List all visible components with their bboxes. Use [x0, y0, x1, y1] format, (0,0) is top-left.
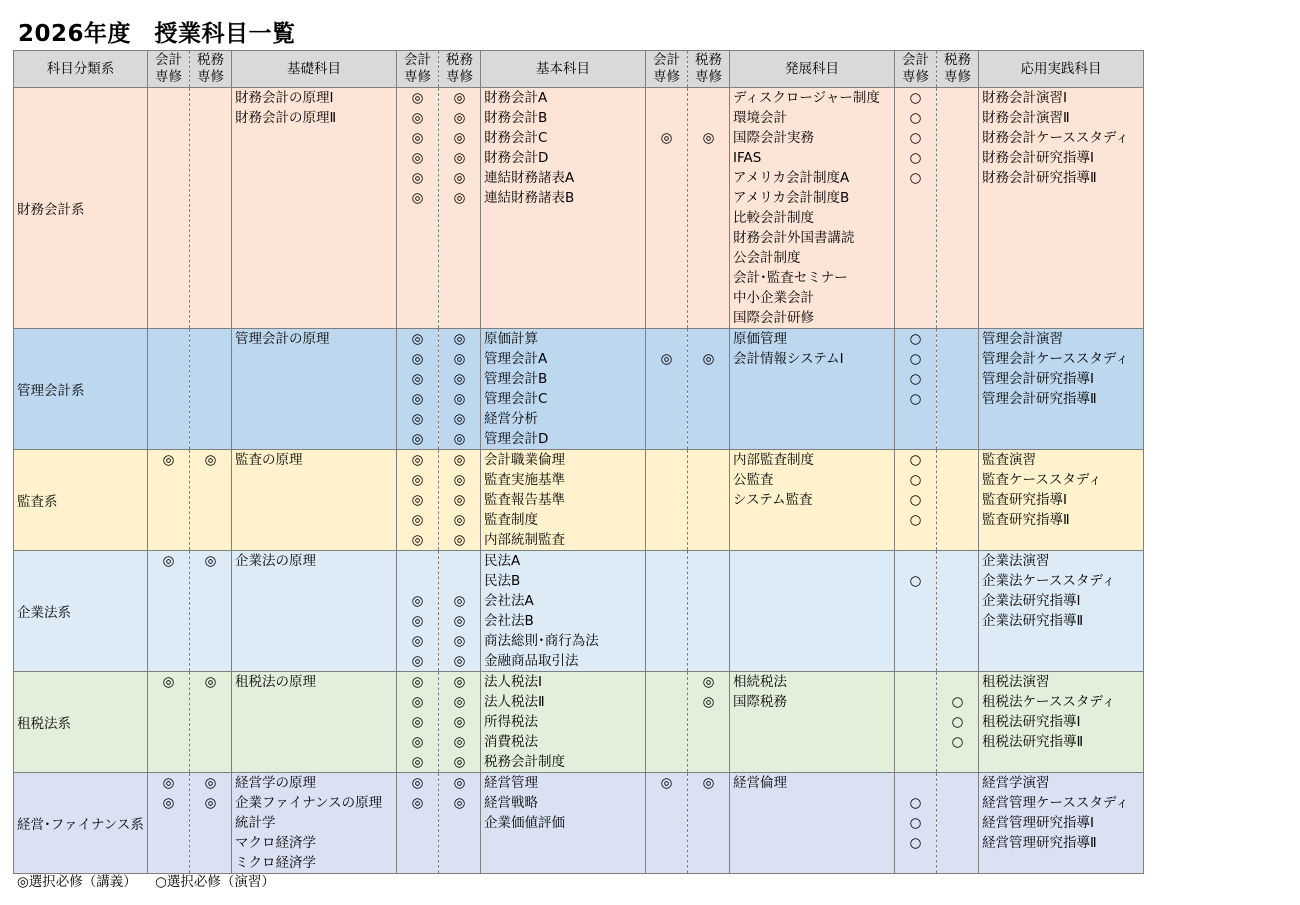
mark: ◎ — [453, 130, 466, 146]
mark — [439, 551, 480, 571]
legend-lecture: ◎選択必修（講義） — [17, 874, 137, 890]
applied-tax-marks — [937, 88, 979, 329]
mark: ◎ — [411, 532, 424, 548]
mark: ○ — [909, 331, 922, 347]
category-name: 租税法系 — [14, 672, 148, 773]
course-table — [13, 50, 1144, 874]
foundation-subjects — [232, 88, 397, 329]
applied-subjects — [979, 773, 1144, 874]
subject-item: 会計職業倫理 — [484, 452, 565, 468]
mark: ○ — [909, 512, 922, 528]
subject-item: 公会計制度 — [733, 250, 801, 266]
mark: ○ — [951, 714, 964, 730]
foundation-tax-marks — [190, 672, 232, 773]
category-name: 企業法系 — [14, 551, 148, 672]
mark: ◎ — [453, 351, 466, 367]
mark: ◎ — [162, 674, 175, 690]
subject-item: アメリカ会計制度A — [733, 170, 850, 186]
mark: ○ — [909, 452, 922, 468]
mark: ○ — [909, 795, 922, 811]
mark: ○ — [909, 472, 922, 488]
mark: ○ — [909, 492, 922, 508]
mark: ◎ — [453, 110, 466, 126]
mark — [397, 571, 438, 591]
development-acct-marks — [646, 450, 688, 551]
mark: ◎ — [453, 331, 466, 347]
mark: ○ — [909, 90, 922, 106]
mark: ◎ — [702, 130, 715, 146]
foundation-acct-marks — [148, 672, 190, 773]
subject-item: 会社法A — [484, 593, 534, 609]
foundation-tax-marks — [190, 329, 232, 450]
mark — [646, 329, 687, 349]
mark: ◎ — [453, 411, 466, 427]
mark: ○ — [909, 110, 922, 126]
applied-subjects — [979, 450, 1144, 551]
mark: ◎ — [162, 452, 175, 468]
mark: ◎ — [660, 130, 673, 146]
basic-subjects — [481, 88, 646, 329]
subject-item: 財務会計B — [484, 110, 548, 126]
foundation-subjects — [232, 672, 397, 773]
applied-tax-marks — [937, 329, 979, 450]
mark: ◎ — [453, 734, 466, 750]
mark: ◎ — [204, 795, 217, 811]
mark: ◎ — [411, 754, 424, 770]
mark: ◎ — [702, 351, 715, 367]
subject-item: 財務会計C — [484, 130, 548, 146]
mark: ○ — [951, 734, 964, 750]
mark: ◎ — [204, 452, 217, 468]
basic-tax-marks — [439, 450, 481, 551]
mark: ◎ — [453, 431, 466, 447]
header-acct-3: 会計 専修 — [646, 51, 688, 88]
mark: ◎ — [453, 512, 466, 528]
header-applied: 応用実践科目 — [979, 51, 1144, 88]
category-name: 財務会計系 — [14, 88, 148, 329]
subject-item: 監査研究指導Ⅰ — [982, 492, 1067, 508]
mark: ◎ — [453, 452, 466, 468]
basic-tax-marks — [439, 329, 481, 450]
subject-item: 企業ファイナンスの原理 — [235, 795, 383, 811]
mark: ◎ — [411, 110, 424, 126]
foundation-acct-marks — [148, 329, 190, 450]
mark: ○ — [909, 815, 922, 831]
development-acct-marks — [646, 88, 688, 329]
header-acct-1: 会計 専修 — [148, 51, 190, 88]
development-acct-marks — [646, 672, 688, 773]
header-row — [14, 51, 1144, 88]
mark: ◎ — [453, 150, 466, 166]
development-tax-marks — [688, 88, 730, 329]
mark — [895, 773, 936, 793]
basic-acct-marks — [397, 329, 439, 450]
group-row — [14, 88, 1144, 329]
mark: ◎ — [162, 775, 175, 791]
header-dev: 発展科目 — [730, 51, 895, 88]
mark — [688, 108, 729, 128]
mark — [688, 88, 729, 108]
applied-acct-marks — [895, 672, 937, 773]
mark: ○ — [909, 835, 922, 851]
subject-item: 監査の原理 — [235, 452, 303, 468]
development-tax-marks — [688, 450, 730, 551]
subject-item: 財務会計研究指導Ⅱ — [982, 170, 1097, 186]
subject-item: 経営管理ケーススタディ — [982, 795, 1129, 811]
development-tax-marks — [688, 672, 730, 773]
development-tax-marks — [688, 329, 730, 450]
mark: ◎ — [162, 553, 175, 569]
mark: ◎ — [411, 512, 424, 528]
mark: ◎ — [453, 90, 466, 106]
subject-item: 会社法B — [484, 613, 534, 629]
mark: ◎ — [453, 613, 466, 629]
group-row — [14, 773, 1144, 874]
mark: ◎ — [411, 795, 424, 811]
group-row — [14, 672, 1144, 773]
mark: ◎ — [453, 190, 466, 206]
subject-item: 管理会計A — [484, 351, 548, 367]
subject-item: 原価計算 — [484, 331, 538, 347]
header-category: 科目分類系 — [14, 51, 148, 88]
foundation-acct-marks — [148, 551, 190, 672]
subject-item: 監査演習 — [982, 452, 1036, 468]
mark: ○ — [909, 130, 922, 146]
development-subjects — [730, 450, 895, 551]
subject-item: 会計情報システムⅠ — [733, 351, 844, 367]
subject-item: 管理会計C — [484, 391, 548, 407]
subject-item: 比較会計制度 — [733, 210, 814, 226]
subject-item: 連結財務諸表A — [484, 170, 575, 186]
page-title: 2026年度 授業科目一覧 — [18, 21, 296, 47]
subject-item: 法人税法Ⅱ — [484, 694, 545, 710]
subject-item: 統計学 — [235, 815, 276, 831]
mark: ○ — [909, 573, 922, 589]
mark: ◎ — [411, 391, 424, 407]
subject-item: 国際会計研修 — [733, 310, 814, 326]
mark: ◎ — [660, 351, 673, 367]
subject-item: 税務会計制度 — [484, 754, 565, 770]
subject-item: 中小企業会計 — [733, 290, 814, 306]
mark — [646, 88, 687, 108]
mark: ○ — [909, 391, 922, 407]
header-core: 基本科目 — [481, 51, 646, 88]
basic-acct-marks — [397, 672, 439, 773]
subject-item: 監査研究指導Ⅱ — [982, 512, 1070, 528]
subject-item: 財務会計外国書講読 — [733, 230, 855, 246]
basic-subjects — [481, 329, 646, 450]
subject-item: 財務会計A — [484, 90, 548, 106]
mark: ◎ — [411, 472, 424, 488]
mark: ◎ — [411, 734, 424, 750]
applied-acct-marks — [895, 329, 937, 450]
mark: ◎ — [453, 391, 466, 407]
mark: ◎ — [702, 674, 715, 690]
mark: ◎ — [411, 331, 424, 347]
mark: ◎ — [411, 714, 424, 730]
legend-practice: ○選択必修（演習） — [155, 874, 275, 890]
subject-item: 管理会計B — [484, 371, 548, 387]
mark — [688, 329, 729, 349]
subject-item: 財務会計D — [484, 150, 549, 166]
mark: ◎ — [204, 674, 217, 690]
mark: ◎ — [204, 775, 217, 791]
header-acct-2: 会計 専修 — [397, 51, 439, 88]
mark: ◎ — [453, 532, 466, 548]
applied-tax-marks — [937, 773, 979, 874]
mark: ◎ — [411, 190, 424, 206]
mark: ◎ — [411, 452, 424, 468]
applied-acct-marks — [895, 773, 937, 874]
foundation-acct-marks — [148, 773, 190, 874]
subject-item: 租税法演習 — [982, 674, 1050, 690]
mark: ◎ — [453, 674, 466, 690]
subject-item: 内部監査制度 — [733, 452, 814, 468]
subject-item: 経営分析 — [484, 411, 538, 427]
mark — [646, 108, 687, 128]
subject-item: システム監査 — [733, 492, 813, 508]
header-tax-1: 税務 専修 — [190, 51, 232, 88]
mark: ◎ — [453, 472, 466, 488]
subject-item: 監査実施基準 — [484, 472, 565, 488]
mark: ◎ — [411, 130, 424, 146]
subject-item: 金融商品取引法 — [484, 653, 579, 669]
subject-item: 管理会計の原理 — [235, 331, 330, 347]
mark: ○ — [909, 371, 922, 387]
subject-item: アメリカ会計制度B — [733, 190, 850, 206]
development-subjects — [730, 329, 895, 450]
header-tax-4: 税務 専修 — [937, 51, 979, 88]
group-row — [14, 450, 1144, 551]
mark: ◎ — [411, 351, 424, 367]
basic-subjects — [481, 773, 646, 874]
subject-item: 租税法の原理 — [235, 674, 316, 690]
foundation-subjects — [232, 329, 397, 450]
basic-subjects — [481, 450, 646, 551]
basic-acct-marks — [397, 551, 439, 672]
subject-item: ディスクロージャー制度 — [733, 90, 880, 106]
subject-item: 会計･監査セミナー — [733, 270, 848, 286]
subject-item: 監査制度 — [484, 512, 538, 528]
subject-item: マクロ経済学 — [235, 835, 316, 851]
subject-item: 消費税法 — [484, 734, 538, 750]
mark: ◎ — [453, 775, 466, 791]
mark: ◎ — [453, 754, 466, 770]
development-acct-marks — [646, 551, 688, 672]
mark — [439, 571, 480, 591]
development-subjects — [730, 551, 895, 672]
subject-item: 所得税法 — [484, 714, 538, 730]
subject-item: 監査ケーススタディ — [982, 472, 1102, 488]
mark: ◎ — [453, 694, 466, 710]
subject-item: 公監査 — [733, 472, 774, 488]
mark: ◎ — [411, 775, 424, 791]
subject-item: 企業法研究指導Ⅰ — [982, 593, 1081, 609]
subject-item: 経営倫理 — [733, 775, 787, 791]
subject-item: 租税法研究指導Ⅱ — [982, 734, 1084, 750]
subject-item: 国際税務 — [733, 694, 787, 710]
category-name: 管理会計系 — [14, 329, 148, 450]
development-subjects — [730, 773, 895, 874]
header-acct-4: 会計 専修 — [895, 51, 937, 88]
mark: ◎ — [411, 613, 424, 629]
subject-item: 経営学演習 — [982, 775, 1050, 791]
subject-item: 管理会計研究指導Ⅰ — [982, 371, 1094, 387]
basic-tax-marks — [439, 672, 481, 773]
subject-item: 財務会計演習Ⅰ — [982, 90, 1067, 106]
foundation-acct-marks — [148, 88, 190, 329]
mark — [937, 672, 978, 692]
header-basic: 基礎科目 — [232, 51, 397, 88]
mark: ○ — [909, 150, 922, 166]
development-subjects — [730, 672, 895, 773]
mark: ○ — [909, 170, 922, 186]
development-acct-marks — [646, 329, 688, 450]
mark: ◎ — [411, 674, 424, 690]
subject-item: 法人税法Ⅰ — [484, 674, 542, 690]
subject-item: IFAS — [733, 150, 762, 166]
subject-item: 財務会計の原理Ⅱ — [235, 110, 337, 126]
foundation-tax-marks — [190, 88, 232, 329]
foundation-subjects — [232, 773, 397, 874]
mark: ◎ — [411, 371, 424, 387]
mark: ◎ — [453, 593, 466, 609]
subject-item: 租税法研究指導Ⅰ — [982, 714, 1081, 730]
subject-item: 企業価値評価 — [484, 815, 565, 831]
subject-item: 民法B — [484, 573, 521, 589]
subject-item: 財務会計研究指導Ⅰ — [982, 150, 1094, 166]
foundation-tax-marks — [190, 450, 232, 551]
mark: ◎ — [702, 775, 715, 791]
header-tax-3: 税務 専修 — [688, 51, 730, 88]
applied-acct-marks — [895, 450, 937, 551]
subject-item: 企業法の原理 — [235, 553, 316, 569]
mark: ◎ — [411, 492, 424, 508]
applied-tax-marks — [937, 450, 979, 551]
basic-tax-marks — [439, 88, 481, 329]
mark: ◎ — [453, 653, 466, 669]
mark: ◎ — [411, 170, 424, 186]
subject-item: 管理会計D — [484, 431, 549, 447]
mark: ◎ — [411, 653, 424, 669]
basic-subjects — [481, 551, 646, 672]
mark — [895, 551, 936, 571]
applied-subjects — [979, 329, 1144, 450]
subject-item: 原価管理 — [733, 331, 787, 347]
mark: ◎ — [411, 593, 424, 609]
foundation-acct-marks — [148, 450, 190, 551]
subject-item: 財務会計の原理Ⅰ — [235, 90, 334, 106]
applied-tax-marks — [937, 672, 979, 773]
category-name: 経営･ファイナンス系 — [14, 773, 148, 874]
subject-item: 租税法ケーススタディ — [982, 694, 1116, 710]
mark: ◎ — [411, 90, 424, 106]
mark: ○ — [909, 351, 922, 367]
subject-item: 管理会計ケーススタディ — [982, 351, 1129, 367]
basic-subjects — [481, 672, 646, 773]
subject-item: 経営戦略 — [484, 795, 538, 811]
subject-item: ミクロ経済学 — [235, 855, 316, 871]
subject-item: 国際会計実務 — [733, 130, 814, 146]
mark: ◎ — [162, 795, 175, 811]
subject-item: 経営管理 — [484, 775, 538, 791]
foundation-tax-marks — [190, 773, 232, 874]
mark: ◎ — [453, 633, 466, 649]
subject-item: 経営管理研究指導Ⅰ — [982, 815, 1094, 831]
applied-subjects — [979, 672, 1144, 773]
mark: ◎ — [411, 633, 424, 649]
mark: ◎ — [411, 694, 424, 710]
development-subjects — [730, 88, 895, 329]
subject-item: 民法A — [484, 553, 521, 569]
foundation-subjects — [232, 551, 397, 672]
basic-acct-marks — [397, 88, 439, 329]
subject-item: 財務会計ケーススタディ — [982, 130, 1129, 146]
foundation-subjects — [232, 450, 397, 551]
mark: ◎ — [453, 795, 466, 811]
category-name: 監査系 — [14, 450, 148, 551]
subject-item: 企業法ケーススタディ — [982, 573, 1116, 589]
group-row — [14, 551, 1144, 672]
foundation-tax-marks — [190, 551, 232, 672]
mark: ◎ — [453, 371, 466, 387]
subject-item: 連結財務諸表B — [484, 190, 575, 206]
mark: ◎ — [702, 694, 715, 710]
subject-item: 商法総則･商行為法 — [484, 633, 599, 649]
subject-item: 企業法研究指導Ⅱ — [982, 613, 1084, 629]
development-tax-marks — [688, 773, 730, 874]
mark: ◎ — [411, 411, 424, 427]
subject-item: 環境会計 — [733, 110, 787, 126]
group-row — [14, 329, 1144, 450]
subject-item: 経営管理研究指導Ⅱ — [982, 835, 1097, 851]
basic-tax-marks — [439, 551, 481, 672]
subject-item: 企業法演習 — [982, 553, 1050, 569]
basic-acct-marks — [397, 773, 439, 874]
subject-item: 経営学の原理 — [235, 775, 316, 791]
mark: ◎ — [453, 170, 466, 186]
basic-tax-marks — [439, 773, 481, 874]
subject-item: 財務会計演習Ⅱ — [982, 110, 1070, 126]
applied-acct-marks — [895, 551, 937, 672]
applied-subjects — [979, 88, 1144, 329]
header-tax-2: 税務 専修 — [439, 51, 481, 88]
mark: ◎ — [204, 553, 217, 569]
mark: ○ — [951, 694, 964, 710]
subject-item: 管理会計演習 — [982, 331, 1063, 347]
mark: ◎ — [411, 431, 424, 447]
applied-acct-marks — [895, 88, 937, 329]
subject-item: 相続税法 — [733, 674, 787, 690]
mark: ◎ — [660, 775, 673, 791]
mark: ◎ — [453, 492, 466, 508]
applied-tax-marks — [937, 551, 979, 672]
development-acct-marks — [646, 773, 688, 874]
mark: ◎ — [453, 714, 466, 730]
development-tax-marks — [688, 551, 730, 672]
subject-item: 内部統制監査 — [484, 532, 565, 548]
basic-acct-marks — [397, 450, 439, 551]
subject-item: 監査報告基準 — [484, 492, 565, 508]
legend — [17, 870, 289, 890]
mark: ◎ — [411, 150, 424, 166]
subject-item: 管理会計研究指導Ⅱ — [982, 391, 1097, 407]
table-body — [14, 88, 1144, 874]
applied-subjects — [979, 551, 1144, 672]
mark — [397, 551, 438, 571]
